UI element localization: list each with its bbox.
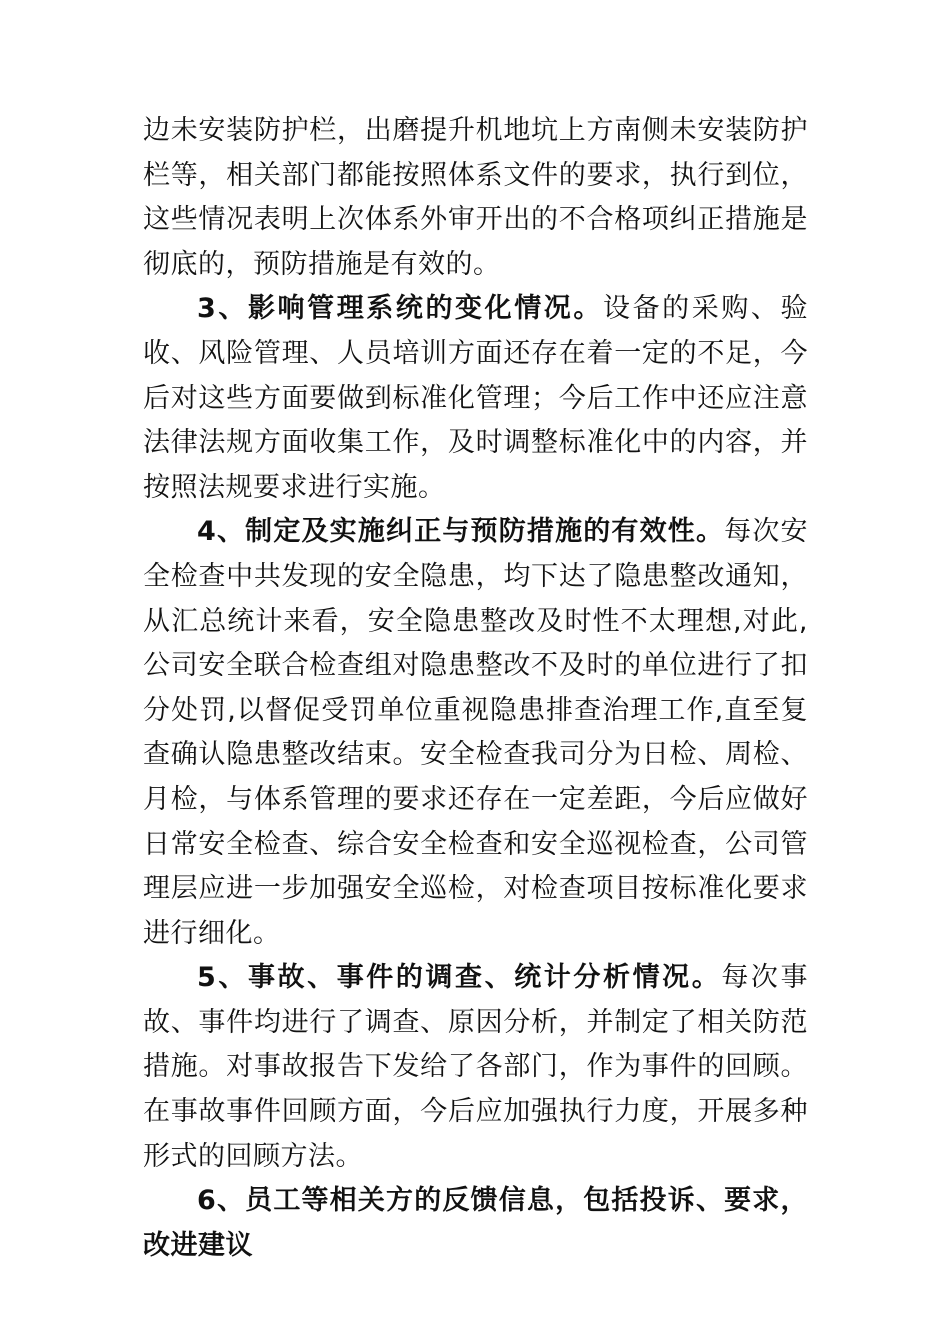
section-heading: 5、事故、事件的调查、统计分析情况。	[197, 962, 722, 994]
paragraph-section-4	[143, 510, 808, 956]
paragraph-continuation	[143, 109, 808, 287]
paragraph-section-6	[143, 1179, 808, 1268]
paragraph-section-5	[143, 956, 808, 1179]
paragraph-text: 边未安装防护栏，出磨提升机地坑上方南侧未安装防护栏等，相关部门都能按照体系文件的要求，执行到位，这些情况表明上次体系外审开出的不合格项纠正措施是彻底的，预防措施是有效的。	[143, 115, 808, 280]
paragraph-text: 设备的采购、验收、风险管理、人员培训方面还存在着一定的不足，今后对这些方面要做到标准化管理；今后工作中还应注意法律法规方面收集工作，及时调整标准化中的内容，并按照法规要求进行实施。	[143, 293, 808, 503]
paragraph-section-3	[143, 287, 808, 510]
section-heading: 4、制定及实施纠正与预防措施的有效性。	[197, 516, 725, 548]
paragraph-text: 每次事故、事件均进行了调查、原因分析，并制定了相关防范措施。对事故报告下发给了各部门，作为事件的回顾。在事故事件回顾方面，今后应加强执行力度，开展多种形式的回顾方法。	[143, 962, 808, 1172]
paragraph-text: 每次安全检查中共发现的安全隐患，均下达了隐患整改通知，从汇总统计来看，安全隐患整改及时性不太理想,对此,公司安全联合检查组对隐患整改不及时的单位进行了扣分处罚,以督促受罚单位重视隐患排查治理工作,直至复查确认隐患整改结束。安全检查我司分为日检、周检、月检，与体系管理的要求还存在一定差距，今后应做好日常安全检查、综合安全检查和安全巡视检查，公司管理层应进一步加强安全巡检，对检查项目按标准化要求进行细化。	[143, 516, 808, 949]
section-heading: 3、影响管理系统的变化情况。	[197, 293, 603, 325]
document-page	[143, 109, 808, 1268]
section-heading: 6、员工等相关方的反馈信息，包括投诉、要求，改进建议	[143, 1185, 808, 1261]
